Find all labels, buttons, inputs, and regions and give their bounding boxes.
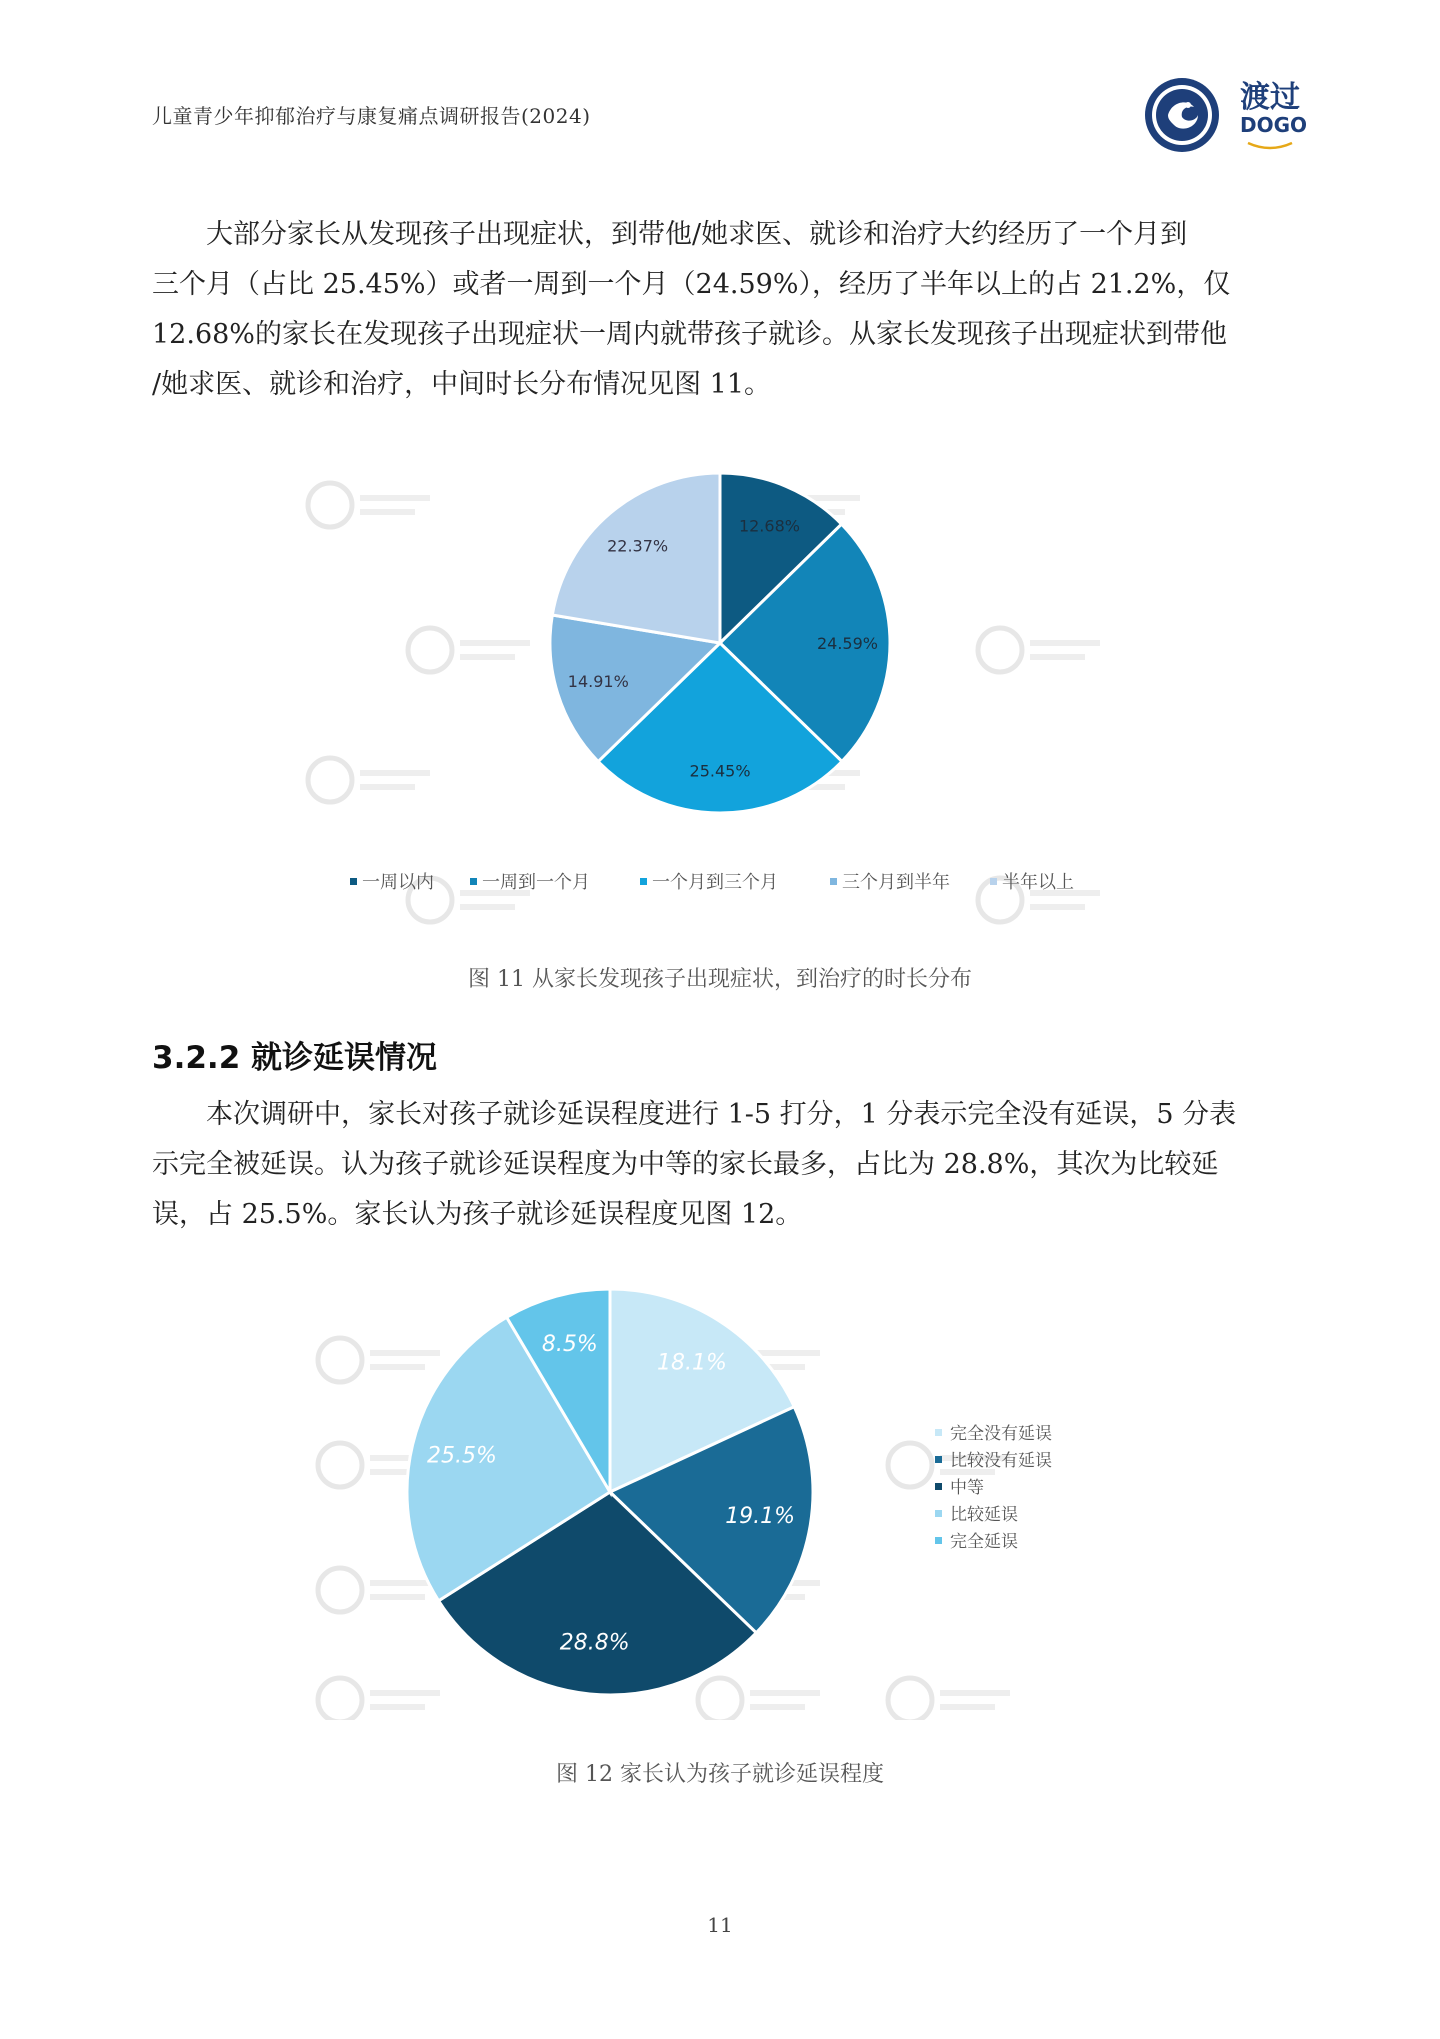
watermark-logo (318, 1678, 440, 1720)
paragraph-line: 12.68%的家长在发现孩子出现症状一周内就带孩子就诊。从家长发现孩子出现症状到带他 (152, 319, 1227, 350)
legend-item (935, 1505, 1018, 1525)
paragraph-line: 本次调研中，家长对孩子就诊延误程度进行 1-5 打分，1 分表示完全没有延误，5 分表 (206, 1099, 1237, 1130)
paragraph-delay-to-treatment (152, 210, 1298, 410)
legend-item (640, 872, 778, 893)
watermark-logo (978, 628, 1100, 672)
section-heading: 3.2.2 就诊延误情况 (152, 1040, 438, 1076)
paragraph-line: 三个月（占比 25.45%）或者一周到一个月（24.59%），经历了半年以上的占 21.2%，仅 (152, 269, 1231, 300)
data-label: 12.68% (738, 516, 800, 536)
legend-label: 比较延误 (950, 1505, 1018, 1525)
legend-label: 半年以上 (1002, 872, 1074, 893)
data-label: 18.1% (657, 1350, 727, 1376)
chart-legend (350, 871, 1074, 893)
figure-11-pie-chart (290, 450, 1150, 930)
data-label: 19.1% (725, 1504, 796, 1530)
paragraph-line: 示完全被延误。认为孩子就诊延误程度为中等的家长最多，占比为 28.8%，其次为比较延 (152, 1149, 1219, 1180)
watermark-logo (698, 1678, 820, 1720)
data-label: 14.91% (567, 672, 629, 692)
figure-12-caption: 图 12 家长认为孩子就诊延误程度 (556, 1762, 884, 1787)
legend-item (935, 1478, 984, 1498)
watermark-logo (308, 483, 430, 527)
legend-label: 一个月到三个月 (652, 872, 778, 893)
data-label: 22.37% (607, 536, 669, 556)
paragraph-line: /她求医、就诊和治疗，中间时长分布情况见图 11。 (152, 369, 772, 400)
watermark-logo (318, 1338, 440, 1382)
logo-english-text: DOGO (1240, 113, 1308, 137)
data-label: 25.5% (427, 1443, 497, 1469)
pie-slice-5 (552, 473, 720, 643)
legend-label: 比较没有延误 (950, 1451, 1052, 1471)
logo-chinese-text: 渡过 (1240, 80, 1300, 115)
dogo-emblem-icon (1142, 75, 1222, 155)
running-header-title: 儿童青少年抑郁治疗与康复痛点调研报告(2024) (152, 104, 591, 128)
paragraph-delay-degree (152, 1090, 1298, 1240)
data-label: 24.59% (816, 633, 879, 653)
paragraph-line: 误，占 25.5%。家长认为孩子就诊延误程度见图 12。 (152, 1199, 803, 1230)
data-label: 28.8% (559, 1630, 630, 1656)
data-label: 25.45% (689, 761, 751, 781)
watermark-logo (318, 1568, 440, 1612)
legend-item (350, 872, 434, 893)
logo-smile-mark (1240, 141, 1300, 151)
legend-item (935, 1424, 1052, 1444)
legend-label: 中等 (950, 1478, 984, 1498)
figure-12-pie-chart (310, 1265, 1130, 1720)
figure-11-caption: 图 11 从家长发现孩子出现症状，到治疗的时长分布 (468, 967, 972, 992)
page-number: 11 (707, 1913, 733, 1937)
watermark-logo (308, 758, 430, 802)
watermark-logo (408, 628, 530, 672)
chart-legend (935, 1424, 1052, 1552)
legend-label: 完全没有延误 (950, 1424, 1052, 1444)
legend-item (990, 871, 1074, 893)
legend-label: 三个月到半年 (842, 872, 950, 893)
paragraph-line: 大部分家长从发现孩子出现症状，到带他/她求医、就诊和治疗大约经历了一个月到 (206, 219, 1188, 250)
legend-item (830, 871, 950, 893)
legend-item (470, 872, 590, 893)
legend-item (935, 1532, 1018, 1552)
legend-label: 一周到一个月 (482, 872, 590, 893)
legend-item (935, 1451, 1052, 1471)
data-label: 8.5% (541, 1332, 598, 1358)
legend-label: 一周以内 (362, 872, 434, 893)
dogo-wordmark (1240, 82, 1307, 155)
legend-label: 完全延误 (950, 1532, 1018, 1552)
watermark-logo (888, 1678, 1010, 1720)
